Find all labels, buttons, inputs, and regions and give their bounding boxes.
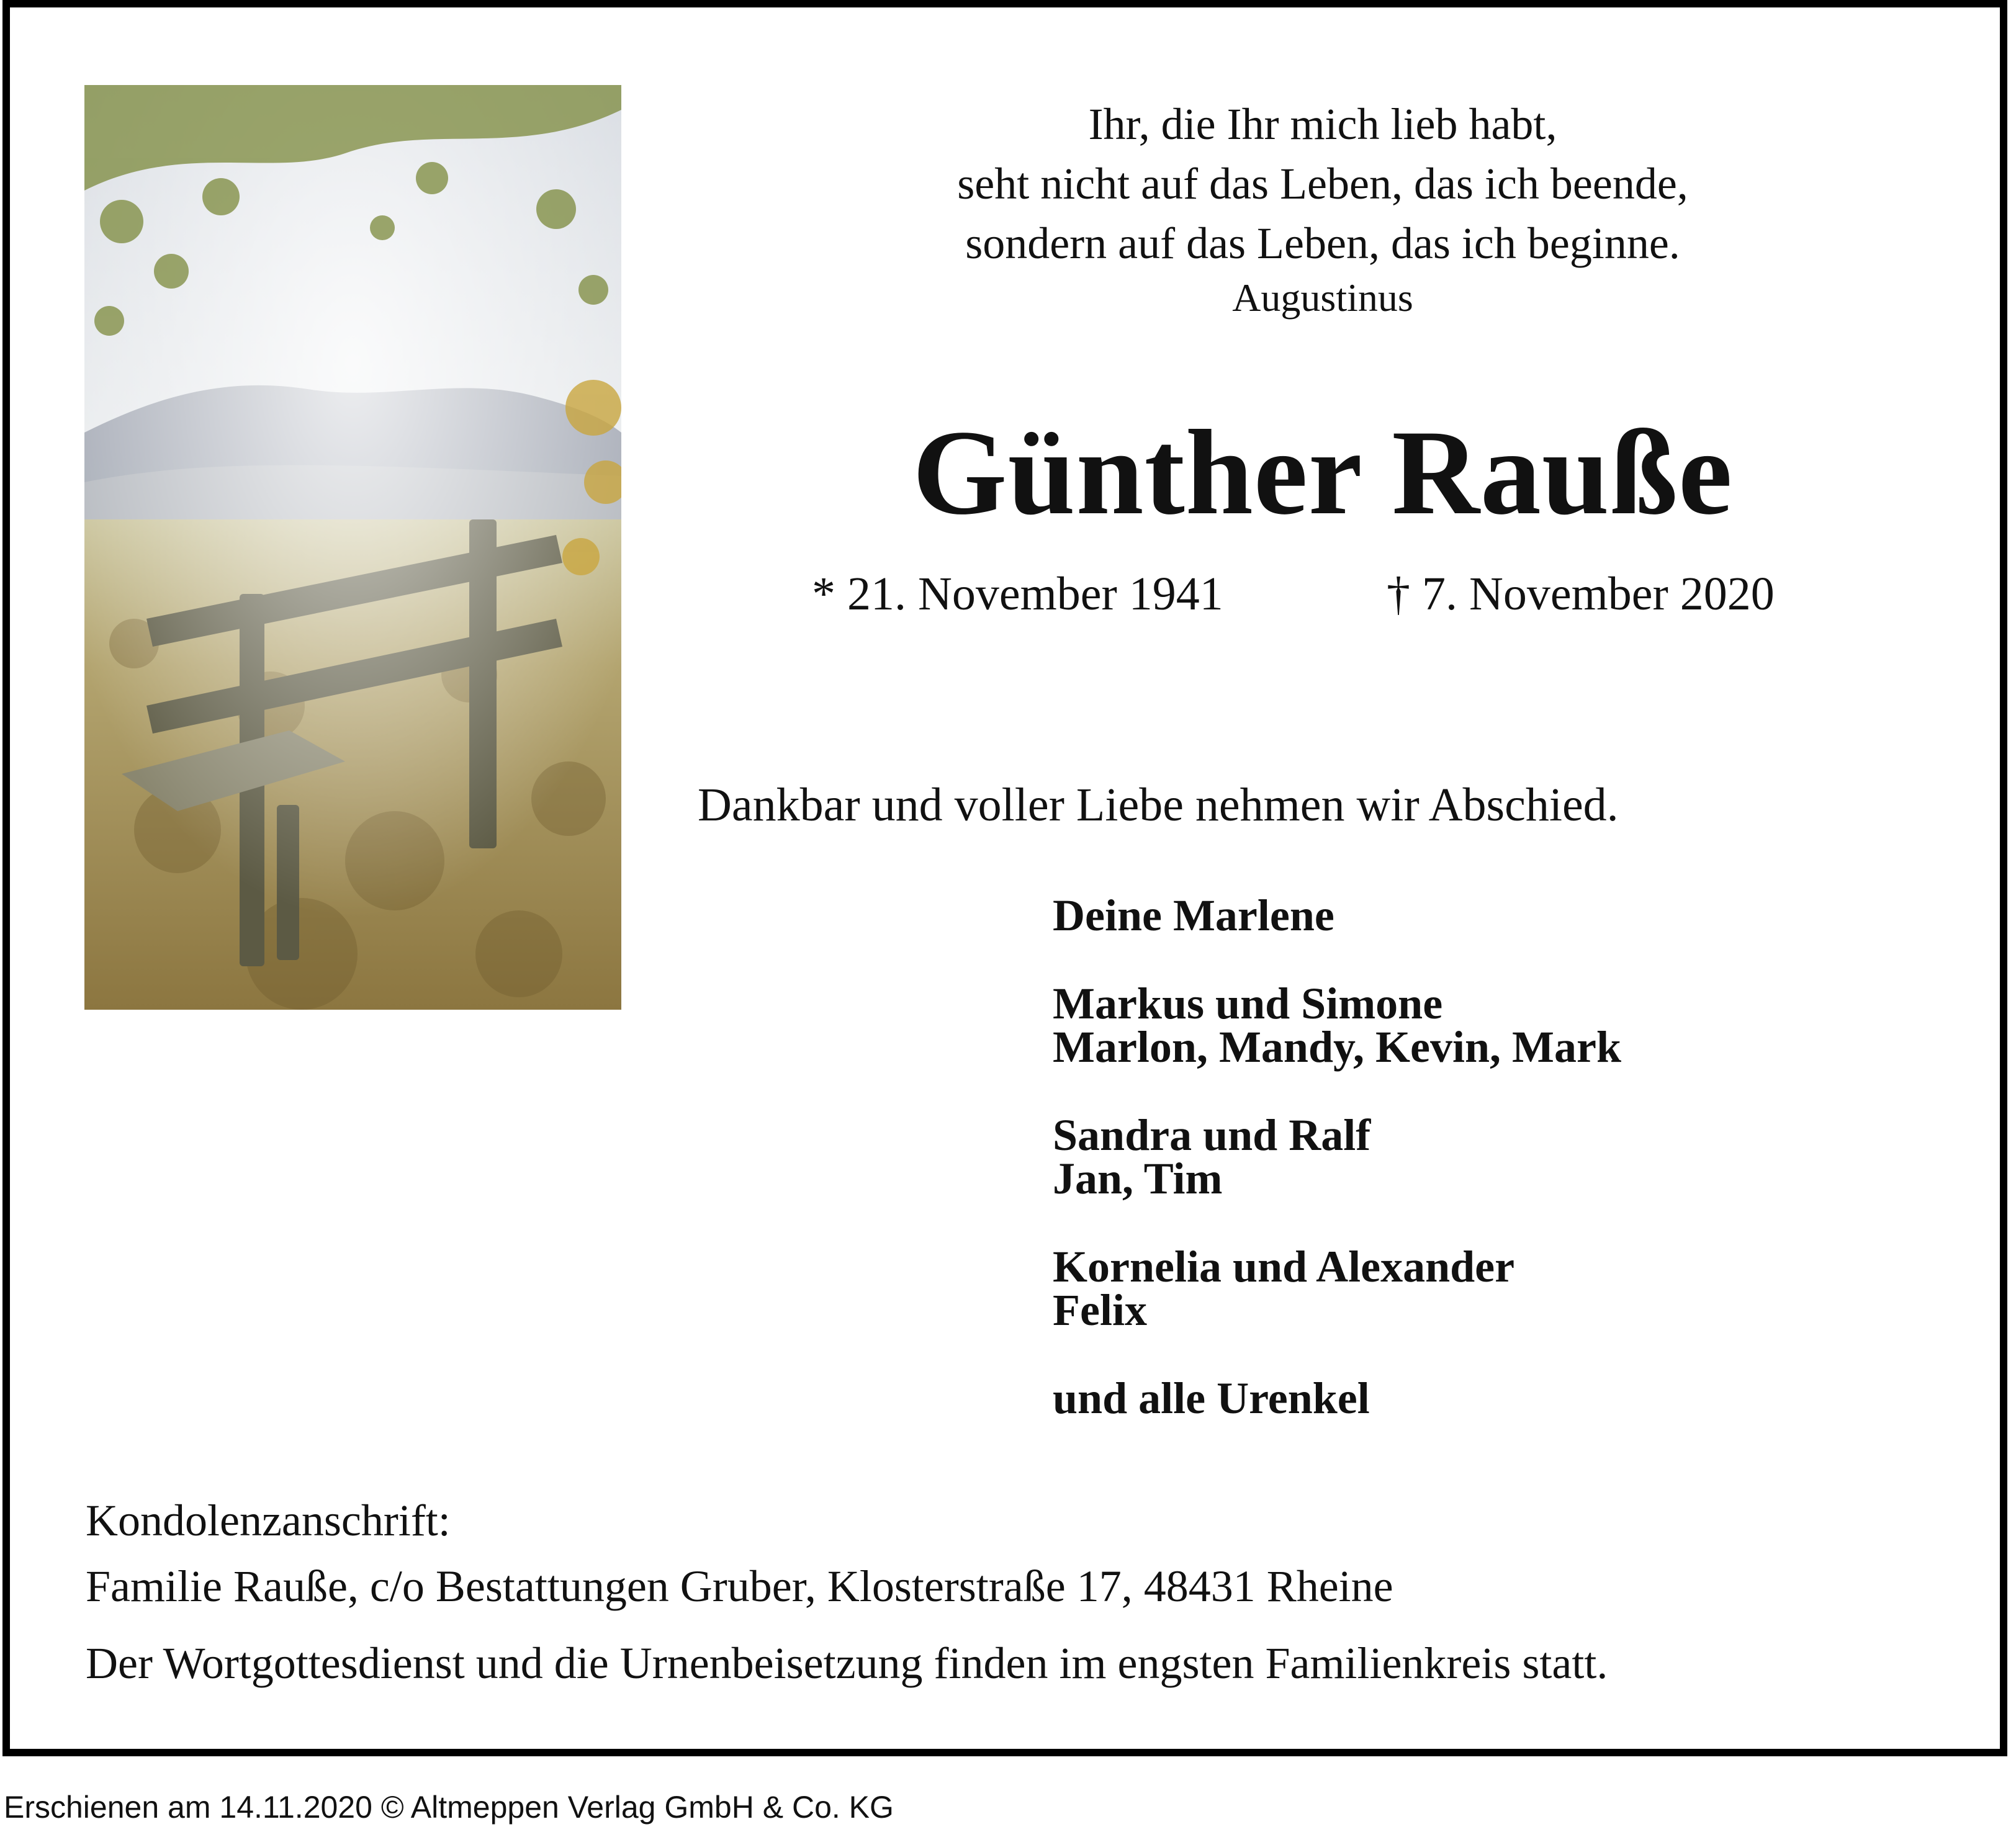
family-group <box>1053 1242 1621 1335</box>
death-date: † 7. November 2020 <box>1387 568 1775 620</box>
family-group <box>1053 979 1621 1072</box>
bench-landscape-photo <box>84 85 621 1010</box>
family-member: Jan, Tim <box>1053 1154 1223 1203</box>
family-member: Kornelia und Alexander <box>1053 1242 1515 1291</box>
quote-line: seht nicht auf das Leben, das ich beende, <box>957 159 1688 209</box>
quote-line: sondern auf das Leben, das ich beginne. <box>965 218 1680 268</box>
condolence-block <box>86 1488 1393 1619</box>
family-list <box>1053 891 1621 1465</box>
birth-date: * 21. November 1941 <box>812 568 1223 620</box>
family-member: Sandra und Ralf <box>1053 1110 1371 1160</box>
quote-line: Ihr, die Ihr mich lieb habt, <box>1088 99 1557 149</box>
obituary-frame <box>2 0 2007 1756</box>
family-group <box>1053 1373 1621 1423</box>
quote <box>699 94 1946 323</box>
quote-author: Augustinus <box>1232 276 1413 320</box>
family-member: Markus und Simone <box>1053 979 1443 1028</box>
bench-landscape-image <box>84 85 621 1010</box>
family-group <box>1053 891 1621 940</box>
family-member: Felix <box>1053 1285 1147 1335</box>
condolence-address: Familie Rauße, c/o Bestattungen Gruber, Klosterstraße 17, 48431 Rheine <box>86 1561 1393 1611</box>
publication-footer: Erschienen am 14.11.2020 © Altmeppen Verlag GmbH & Co. KG <box>4 1790 894 1825</box>
family-group <box>1053 1110 1621 1203</box>
family-member: Deine Marlene <box>1053 891 1334 940</box>
family-member: und alle Urenkel <box>1053 1373 1370 1423</box>
deceased-name: Günther Rauße <box>912 405 1733 540</box>
farewell-text: Dankbar und voller Liebe nehmen wir Abschied. <box>698 779 1619 831</box>
service-note: Der Wortgottesdienst und die Urnenbeisetzung finden im engsten Familienkreis statt. <box>86 1638 1608 1688</box>
family-member: Marlon, Mandy, Kevin, Mark <box>1053 1022 1621 1072</box>
condolence-label: Kondolenzanschrift: <box>86 1496 451 1545</box>
